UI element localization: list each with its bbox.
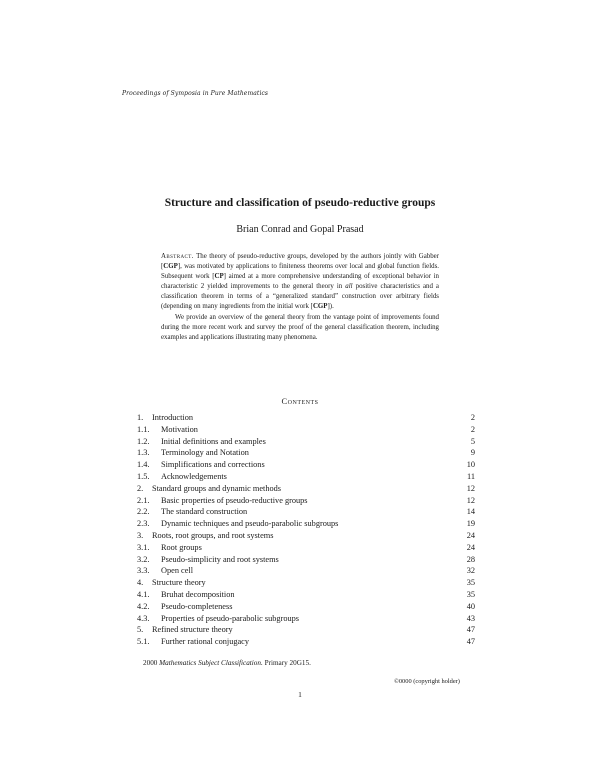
toc-entry-label[interactable]: Pseudo-simplicity and root systems [161, 554, 279, 564]
contents-heading: Contents [281, 396, 319, 406]
toc-entry[interactable] [137, 554, 475, 566]
toc-entry-number: 3.2. [137, 554, 150, 564]
toc-entry-number: 4.2. [137, 601, 150, 611]
toc-entry-label[interactable]: Motivation [161, 424, 198, 434]
abstract-paragraph-2: We provide an overview of the general theory from the vantage point of improvements found during the more recent work and survey the proof of the general classification theorem, including examples and applications illustrating many phenomena. [161, 313, 439, 341]
toc-entry-number: 5.1. [137, 637, 150, 647]
toc-entry-number: 3.1. [137, 542, 150, 552]
toc-entry[interactable] [137, 624, 475, 636]
footnote-year: 2000 [143, 659, 160, 667]
toc-entry-page: 40 [466, 601, 475, 611]
toc-entry-page: 10 [466, 460, 475, 470]
toc-entry-label[interactable]: Initial definitions and examples [161, 436, 266, 446]
toc-entry-label[interactable]: Properties of pseudo-parabolic subgroups [161, 613, 300, 623]
toc-entry-label[interactable]: Simplifications and corrections [161, 460, 265, 470]
toc-entry-number: 3.3. [137, 566, 150, 576]
toc-entry-number: 5. [137, 625, 144, 635]
toc-entry-page: 28 [466, 554, 475, 564]
toc-entry-page: 32 [466, 566, 475, 576]
toc-entry-number: 4.1. [137, 589, 150, 599]
toc-entry-number: 1.3. [137, 448, 150, 458]
toc-entry[interactable] [137, 636, 475, 648]
toc-entry-label[interactable]: Root groups [161, 542, 202, 552]
toc-entry-page: 14 [466, 507, 475, 517]
toc-entry[interactable] [137, 459, 475, 471]
citation-cgp[interactable]: CGP [163, 263, 178, 271]
toc-entry-page: 5 [470, 436, 475, 446]
toc-entry-number: 4.3. [137, 613, 150, 623]
toc-entry-label[interactable]: Open cell [161, 566, 194, 576]
toc-entry-page: 24 [466, 530, 475, 540]
footnote-msc-label: Mathematics Subject Classification. [159, 659, 263, 667]
toc-entry-page: 12 [466, 495, 475, 505]
toc-entry-number: 1. [137, 413, 144, 422]
toc-entry[interactable] [137, 530, 475, 542]
toc-entry[interactable] [137, 589, 475, 601]
paper-title: Structure and classification of pseudo-reductive groups [164, 197, 436, 209]
toc-entry-page: 19 [466, 519, 475, 529]
toc-entry-number: 2.1. [137, 495, 150, 505]
copyright-notice: ©0000 (copyright holder) [394, 678, 460, 685]
msc-footnote [143, 659, 311, 667]
toc-entry[interactable] [137, 495, 475, 507]
abstract-text: ] aimed at a more comprehensive understanding of exceptional behavior in characteristic 2 yielded improvements to the general theory in [161, 273, 439, 291]
toc-entry[interactable] [137, 412, 475, 424]
toc-entry-number: 2. [137, 483, 144, 493]
toc-entry-label[interactable]: Acknowledgements [161, 471, 227, 481]
toc-entry-page: 35 [466, 578, 475, 588]
toc-entry-number: 1.5. [137, 471, 150, 481]
toc-entry[interactable] [137, 613, 475, 625]
toc-entry[interactable] [137, 518, 475, 530]
toc-entry-label[interactable]: Dynamic techniques and pseudo-parabolic subgroups [161, 519, 339, 529]
abstract-text: positive characteristics and a classification theorem in terms of a “generalized standard” construction over arbitrary fields (depending on many ingredients from the initial work [ [161, 283, 439, 311]
toc-entry[interactable] [137, 565, 475, 577]
toc-entry-label[interactable]: Introduction [152, 413, 194, 422]
paper-authors: Brian Conrad and Gopal Prasad [236, 224, 364, 235]
abstract-text: The theory of pseudo-reductive groups, developed by the authors jointly with Gabber [ [161, 253, 439, 271]
series-header: Proceedings of Symposia in Pure Mathematics [122, 90, 269, 97]
citation-cgp[interactable]: CGP [312, 303, 328, 311]
footnote-primary: Primary 20G15. [262, 659, 311, 667]
toc-entry-label[interactable]: Structure theory [152, 578, 206, 588]
toc-entry[interactable] [137, 506, 475, 518]
toc-entry-page: 24 [466, 542, 475, 552]
toc-entry[interactable] [137, 542, 475, 554]
toc-entry-number: 1.4. [137, 460, 150, 470]
toc-entry-label[interactable]: Basic properties of pseudo-reductive groups [161, 495, 308, 505]
abstract-heading: Abstract. [161, 253, 194, 260]
toc-entry-page: 11 [467, 471, 475, 481]
table-of-contents [137, 412, 475, 648]
toc-entry-label[interactable]: Roots, root groups, and root systems [152, 530, 274, 540]
toc-entry-number: 2.2. [137, 507, 150, 517]
toc-entry[interactable] [137, 471, 475, 483]
toc-entry[interactable] [137, 483, 475, 495]
toc-entry-number: 2.3. [137, 519, 150, 529]
toc-entry-label[interactable]: Refined structure theory [152, 625, 233, 635]
citation-cp[interactable]: CP [214, 273, 224, 281]
toc-entry-label[interactable]: Standard groups and dynamic methods [152, 483, 282, 493]
toc-entry-number: 1.2. [137, 436, 150, 446]
toc-entry-number: 3. [137, 530, 144, 540]
toc-entry-page: 9 [470, 448, 475, 458]
toc-entry-label[interactable]: Terminology and Notation [161, 448, 249, 458]
toc-entry-page: 12 [466, 483, 475, 493]
abstract-text: ]). [327, 303, 334, 311]
toc-entry-page: 35 [466, 589, 475, 599]
toc-entry-number: 4. [137, 578, 144, 588]
abstract-text: ], was motivated by applications to finiteness theorems over local and global function fields. Subsequent work [ [161, 263, 439, 281]
toc-entry[interactable] [137, 601, 475, 613]
toc-entry-page: 43 [466, 613, 475, 623]
toc-entry-label[interactable]: Bruhat decomposition [161, 589, 235, 599]
toc-entry-page: 47 [466, 637, 475, 647]
toc-entry-label[interactable]: Further rational conjugacy [161, 637, 250, 647]
toc-entry-label[interactable]: The standard construction [161, 507, 248, 517]
toc-entry-page: 47 [466, 625, 475, 635]
page-number: 1 [298, 690, 302, 699]
toc-entry[interactable] [137, 577, 475, 589]
toc-entry-label[interactable]: Pseudo-completeness [161, 601, 233, 611]
toc-entry[interactable] [137, 447, 475, 459]
toc-entry-number: 1.1. [137, 424, 150, 434]
abstract-paragraph-1 [161, 252, 439, 313]
abstract-emphasis: all [345, 283, 353, 291]
toc-entry[interactable] [137, 436, 475, 448]
toc-entry-page: 2 [470, 424, 475, 434]
abstract [161, 252, 439, 343]
toc-entry-page: 2 [470, 413, 475, 422]
toc-entry[interactable] [137, 424, 475, 436]
